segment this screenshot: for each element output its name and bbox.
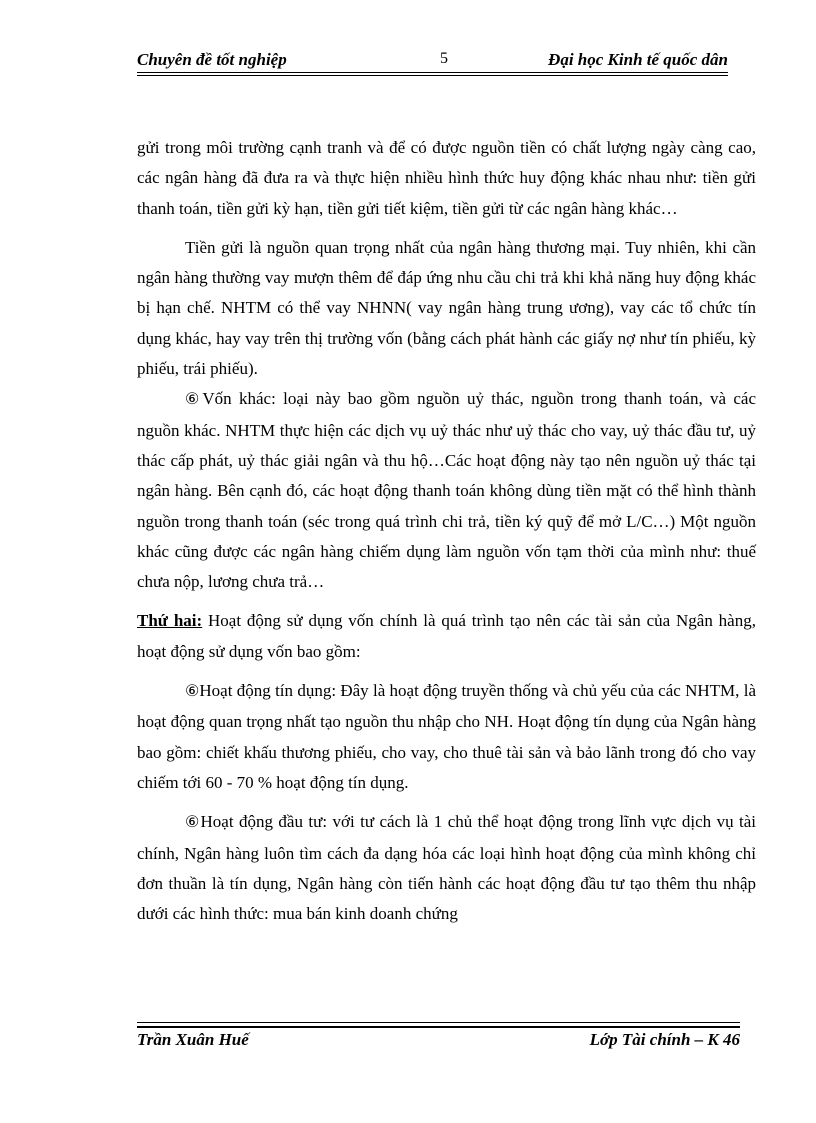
header-title: Chuyên đề tốt nghiệp bbox=[137, 50, 287, 69]
page-footer bbox=[137, 1030, 740, 1056]
paragraph-other-capital-text: Vốn khác: loại này bao gồm nguồn uỷ thác, nguồn trong thanh toán, và các nguồn khác. NHTM thực hiện các dịch vụ uỷ thác như uỷ thác cho vay, uỷ thác đầu tư, uỷ thác cấp phát, uỷ thác giải ngân và thu hộ…Các hoạt động này tạo nên nguồn uỷ thác tại ngân hàng. Bên cạnh đó, các hoạt động thanh toán không dùng tiền mặt có thể hình thành nguồn trong thanh toán (séc trong quá trình chi trả, tiền ký quỹ để mở L/C…) Một nguồn khác cũng được các ngân hàng chiếm dụng làm nguồn vốn tạm thời của mình như: thuế chưa nộp, lương chưa trả… bbox=[137, 389, 756, 592]
paragraph-credit-text: Hoạt động tín dụng: Đây là hoạt động truyền thống và chủ yếu của các NHTM, là hoạt động quan trọng nhất tạo nguồn thu nhập cho NH. Hoạt động tín dụng của Ngân hàng bao gồm: chiết khấu thương phiếu, cho vay, cho thuê tài sản và bảo lãnh trong đó cho vay chiếm tới 60 - 70 % hoạt động tín dụng. bbox=[137, 681, 756, 792]
paragraph-credit bbox=[137, 676, 756, 798]
document-body bbox=[137, 133, 756, 929]
bullet-icon: ⑥ bbox=[185, 814, 201, 832]
paragraph-second bbox=[137, 606, 756, 667]
second-lead: Thứ hai: bbox=[137, 611, 203, 631]
footer-class: Lớp Tài chính – K 46 bbox=[589, 1030, 740, 1049]
page-number: 5 bbox=[440, 50, 448, 67]
paragraph-second-text: Hoạt động sử dụng vốn chính là quá trình tạo nên các tài sản của Ngân hàng, hoạt động sử dụng vốn bao gồm: bbox=[137, 611, 756, 661]
paragraph-investment bbox=[137, 807, 756, 929]
paragraph-other-capital bbox=[137, 384, 756, 597]
page-header bbox=[137, 48, 728, 74]
bullet-icon: ⑥ bbox=[185, 683, 200, 701]
header-university: Đại học Kinh tế quốc dân bbox=[548, 50, 728, 69]
bullet-icon: ⑥ bbox=[185, 391, 203, 409]
paragraph-investment-text: Hoạt động đầu tư: với tư cách là 1 chủ thể hoạt động trong lĩnh vực dịch vụ tài chính, Ngân hàng luôn tìm cách đa dạng hóa các loại hình hoạt động của mình không chỉ đơn thuần là tín dụng, Ngân hàng còn tiến hành các hoạt động đầu tư tạo thêm thu nhập dưới các hình thức: mua bán kinh doanh chứng bbox=[137, 812, 756, 924]
footer-author: Trần Xuân Huế bbox=[137, 1030, 249, 1049]
header-rule-thin bbox=[137, 75, 728, 76]
header-rule-thick bbox=[137, 72, 728, 73]
paragraph-borrowing: Tiền gửi là nguồn quan trọng nhất của ngân hàng thương mại. Tuy nhiên, khi cần ngân hàng thường vay mượn thêm để đáp ứng nhu cầu chi trả khi khả năng huy động khác bị hạn chế. NHTM có thể vay NHNN( vay ngân hàng trung ương), vay các tổ chức tín dụng khác, hay vay trên thị trường vốn (bằng cách phát hành các giấy nợ như tín phiếu, kỳ phiếu, trái phiếu). bbox=[137, 237, 756, 379]
paragraph-deposit-intro: gửi trong môi trường cạnh tranh và để có được nguồn tiền có chất lượng ngày càng cao, các ngân hàng đã đưa ra và thực hiện nhiều hình thức huy động khác nhau như: tiền gửi thanh toán, tiền gửi kỳ hạn, tiền gửi tiết kiệm, tiền gửi từ các ngân hàng khác… bbox=[137, 138, 756, 218]
footer-rule-thin bbox=[137, 1022, 740, 1023]
footer-rule-thick bbox=[137, 1026, 740, 1028]
